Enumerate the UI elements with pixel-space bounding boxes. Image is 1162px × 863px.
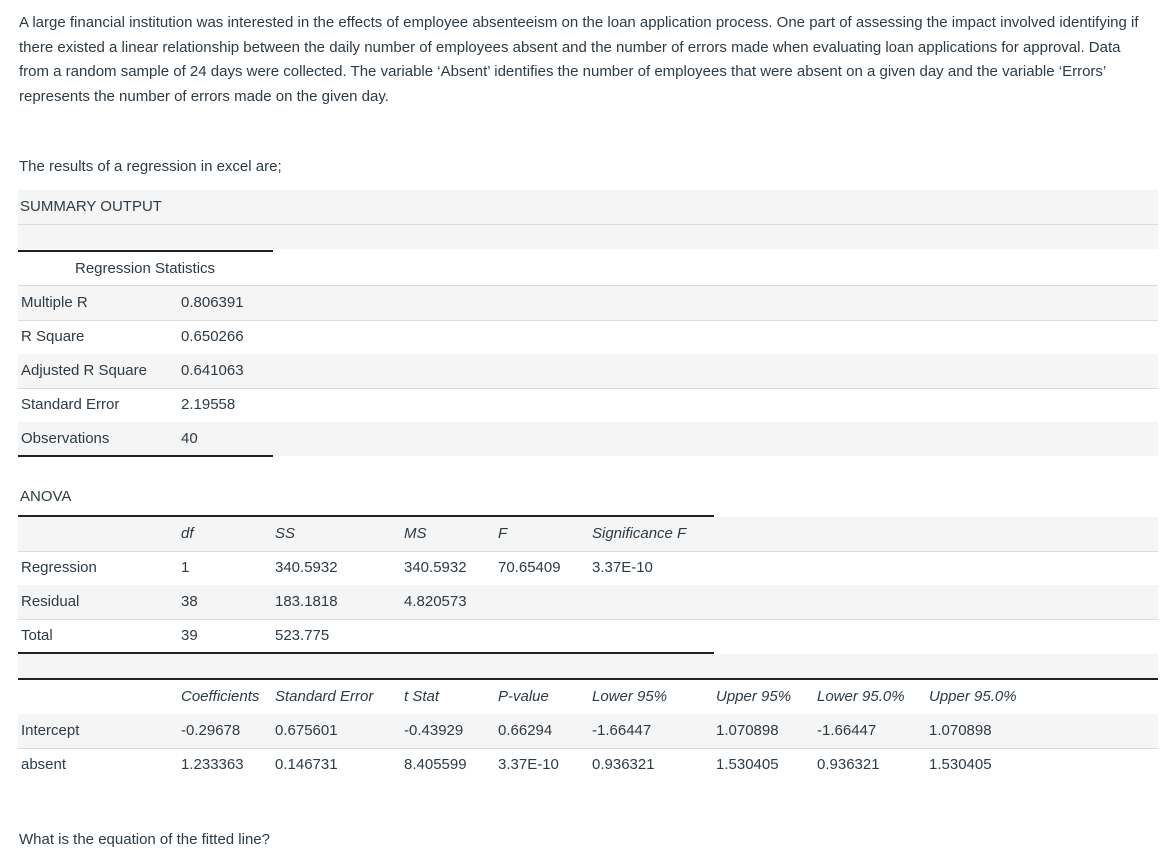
anova-spacer-row <box>18 654 1158 678</box>
coef-value: 3.37E-10 <box>498 756 559 773</box>
anova-header-ss: SS <box>275 525 296 542</box>
stats-row <box>18 422 1158 456</box>
anova-ss: 523.775 <box>275 627 330 644</box>
stats-row <box>18 320 1158 355</box>
anova-row <box>18 551 1158 586</box>
coef-header-row <box>18 680 1158 715</box>
coef-value: 8.405599 <box>404 756 467 773</box>
coef-header-lower-95: Lower 95% <box>592 688 668 705</box>
anova-title: ANOVA <box>20 488 72 505</box>
coef-value: 1.070898 <box>929 722 992 739</box>
stats-value: 0.641063 <box>181 362 244 379</box>
anova-row <box>18 619 1158 653</box>
anova-ss: 183.1818 <box>275 593 338 610</box>
anova-ms: 340.5932 <box>404 559 467 576</box>
stats-label: Standard Error <box>21 396 120 413</box>
stats-row <box>18 388 1158 423</box>
coef-value: 1.233363 <box>181 756 244 773</box>
coef-value: 0.936321 <box>592 756 655 773</box>
coef-value: -0.43929 <box>404 722 464 739</box>
coef-row-absent <box>18 748 1158 782</box>
anova-row-label: Total <box>21 627 53 644</box>
anova-df: 38 <box>181 593 198 610</box>
coef-header-standard-error: Standard Error <box>275 688 374 705</box>
anova-header-f: F <box>498 525 508 542</box>
stats-row <box>18 354 1158 389</box>
coef-value: 0.936321 <box>817 756 880 773</box>
anova-row-label: Residual <box>21 593 80 610</box>
anova-header-significance-f: Significance F <box>592 525 687 542</box>
anova-df: 39 <box>181 627 198 644</box>
stats-bottom-rule <box>18 455 273 457</box>
coef-header-t-stat: t Stat <box>404 688 440 705</box>
coef-value: -0.29678 <box>181 722 241 739</box>
anova-header-df: df <box>181 525 194 542</box>
results-lead-text: The results of a regression in excel are; <box>19 158 282 175</box>
stats-label: Observations <box>21 430 110 447</box>
stats-value: 0.650266 <box>181 328 244 345</box>
coef-header-lower-95-0: Lower 95.0% <box>817 688 905 705</box>
coef-value: 1.530405 <box>716 756 779 773</box>
coef-value: 0.66294 <box>498 722 553 739</box>
summary-spacer-row <box>18 225 1158 249</box>
coef-row-label: Intercept <box>21 722 80 739</box>
stats-header: Regression Statistics <box>75 260 216 277</box>
stats-label: R Square <box>21 328 85 345</box>
summary-title-row <box>18 190 1158 225</box>
anova-header-row <box>18 517 1158 552</box>
anova-row-label: Regression <box>21 559 97 576</box>
problem-description: A large financial institution was interested in the effects of employee absenteeism on the loan application process. One part of assessing the impact involved identifying if there existed a linear relationship between the daily number of employees absent and the number of errors made when evaluating loan applications for approval. Data from a random sample of 24 days were collected. The variable ‘Absent’ identifies the number of employees that were absent on a given day and the variable ‘Errors’ represents the number of errors made on the given day. <box>19 14 1139 105</box>
anova-ms: 4.820573 <box>404 593 467 610</box>
coef-header-coefficients: Coefficients <box>181 688 260 705</box>
coef-header-p-value: P-value <box>498 688 549 705</box>
coef-header-upper-95-0: Upper 95.0% <box>929 688 1017 705</box>
stats-value: 2.19558 <box>181 396 236 413</box>
coef-value: -1.66447 <box>817 722 877 739</box>
anova-header-ms: MS <box>404 525 427 542</box>
coef-row-label: absent <box>21 756 67 773</box>
coef-value: 0.675601 <box>275 722 338 739</box>
question-text: What is the equation of the fitted line? <box>19 831 270 848</box>
coef-value: 0.146731 <box>275 756 338 773</box>
coef-value: 1.530405 <box>929 756 992 773</box>
stats-header-row <box>18 252 273 286</box>
summary-title: SUMMARY OUTPUT <box>20 198 162 215</box>
anova-f: 70.65409 <box>498 559 561 576</box>
stats-row <box>18 286 1158 321</box>
anova-significance-f: 3.37E-10 <box>592 559 653 576</box>
coef-value: -1.66447 <box>592 722 652 739</box>
stats-label: Multiple R <box>21 294 88 311</box>
stats-value: 0.806391 <box>181 294 244 311</box>
coef-row-intercept <box>18 714 1158 749</box>
anova-ss: 340.5932 <box>275 559 338 576</box>
coef-value: 1.070898 <box>716 722 779 739</box>
anova-row <box>18 585 1158 620</box>
stats-label: Adjusted R Square <box>21 362 147 379</box>
anova-df: 1 <box>181 559 190 576</box>
stats-value: 40 <box>181 430 198 447</box>
coef-header-upper-95: Upper 95% <box>716 688 792 705</box>
